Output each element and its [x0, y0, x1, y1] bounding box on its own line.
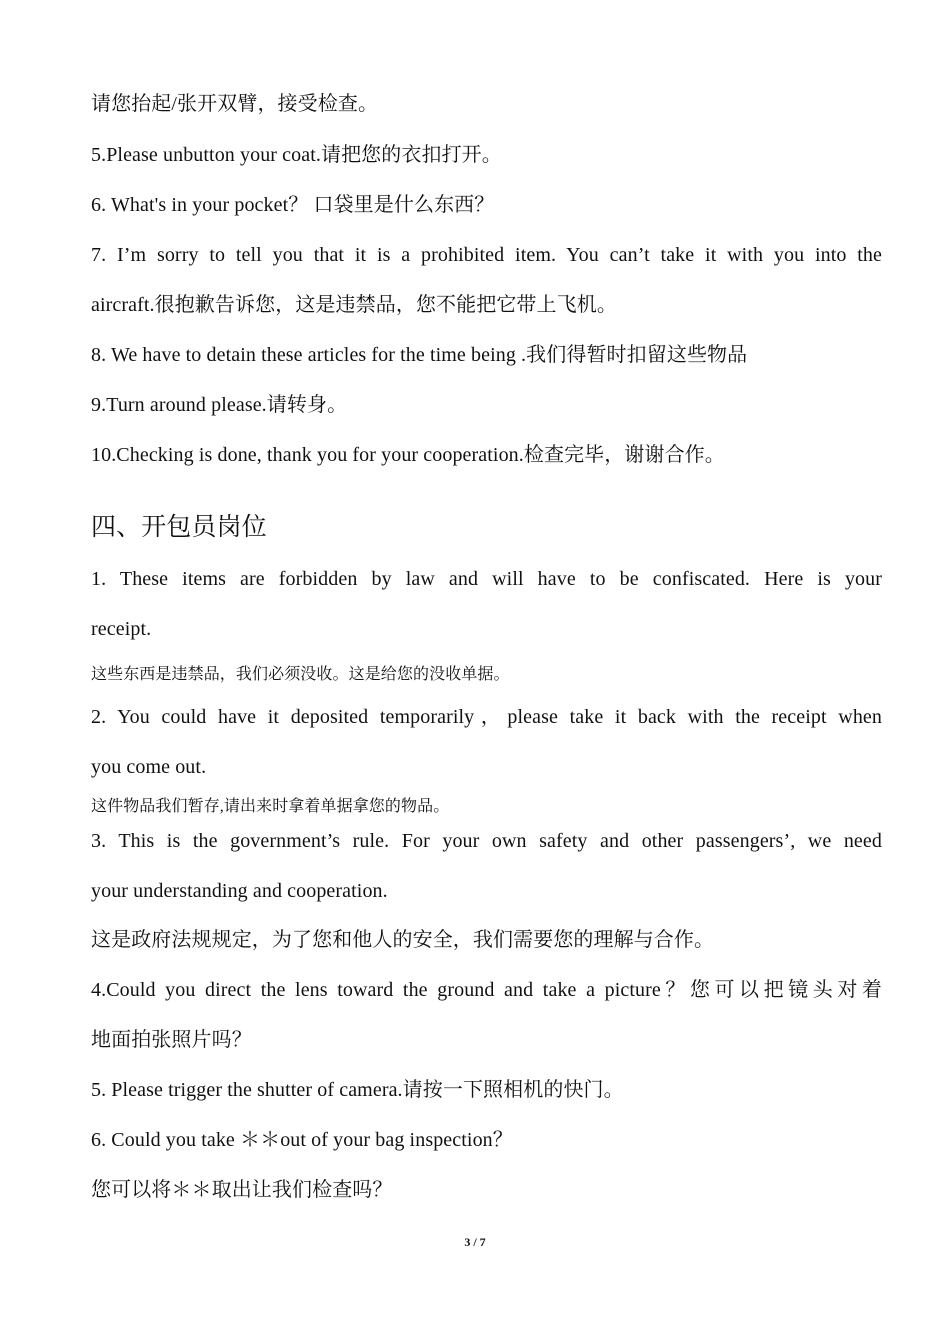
text-line: 4.Could you direct the lens toward the ground and take a picture？您可以把镜头对着	[91, 979, 882, 1001]
text-line: 9.Turn around please.请转身。	[91, 394, 348, 416]
text-line: your understanding and cooperation.	[91, 880, 388, 902]
page-number: 3 / 7	[464, 1235, 486, 1249]
text-line: 2. You could have it deposited temporarily，please take it back with the receipt when	[91, 706, 882, 728]
text-line: 这件物品我们暂存,请出来时拿着单据拿您的物品。	[91, 798, 450, 815]
text-line: 您可以将＊＊取出让我们检查吗？	[91, 1179, 393, 1201]
text-line: receipt.	[91, 618, 152, 640]
text-line: 6. Could you take ＊＊out of your bag inspection？	[91, 1129, 513, 1151]
text-line: 8. We have to detain these articles for the time being .我们得暂时扣留这些物品	[91, 344, 748, 366]
text-line: aircraft.很抱歉告诉您，这是违禁品，您不能把它带上飞机。	[91, 294, 617, 316]
text-line: 这是政府法规规定，为了您和他人的安全，我们需要您的理解与合作。	[91, 929, 715, 951]
text-line: 10.Checking is done, thank you for your cooperation.检查完毕，谢谢合作。	[91, 444, 725, 466]
text-line: 7. I’m sorry to tell you that it is a prohibited item. You can’t take it with you into the	[91, 244, 882, 266]
text-line: 1. These items are forbidden by law and will have to be confiscated. Here is your	[91, 568, 882, 590]
text-line: 3. This is the government’s rule. For your own safety and other passengers’, we need	[91, 830, 882, 852]
section-heading: 四、开包员岗位	[91, 512, 267, 541]
text-line: 请您抬起/张开双臂，接受检查。	[91, 93, 379, 115]
text-line: you come out.	[91, 756, 207, 778]
text-line: 5. Please trigger the shutter of camera.请按一下照相机的快门。	[91, 1079, 624, 1101]
text-line: 6. What's in your pocket？ 口袋里是什么东西？	[91, 194, 495, 216]
text-line: 5.Please unbutton your coat.请把您的衣扣打开。	[91, 144, 502, 166]
text-line: 地面拍张照片吗？	[91, 1029, 252, 1051]
text-line: 这些东西是违禁品，我们必须没收。这是给您的没收单据。	[91, 666, 510, 683]
